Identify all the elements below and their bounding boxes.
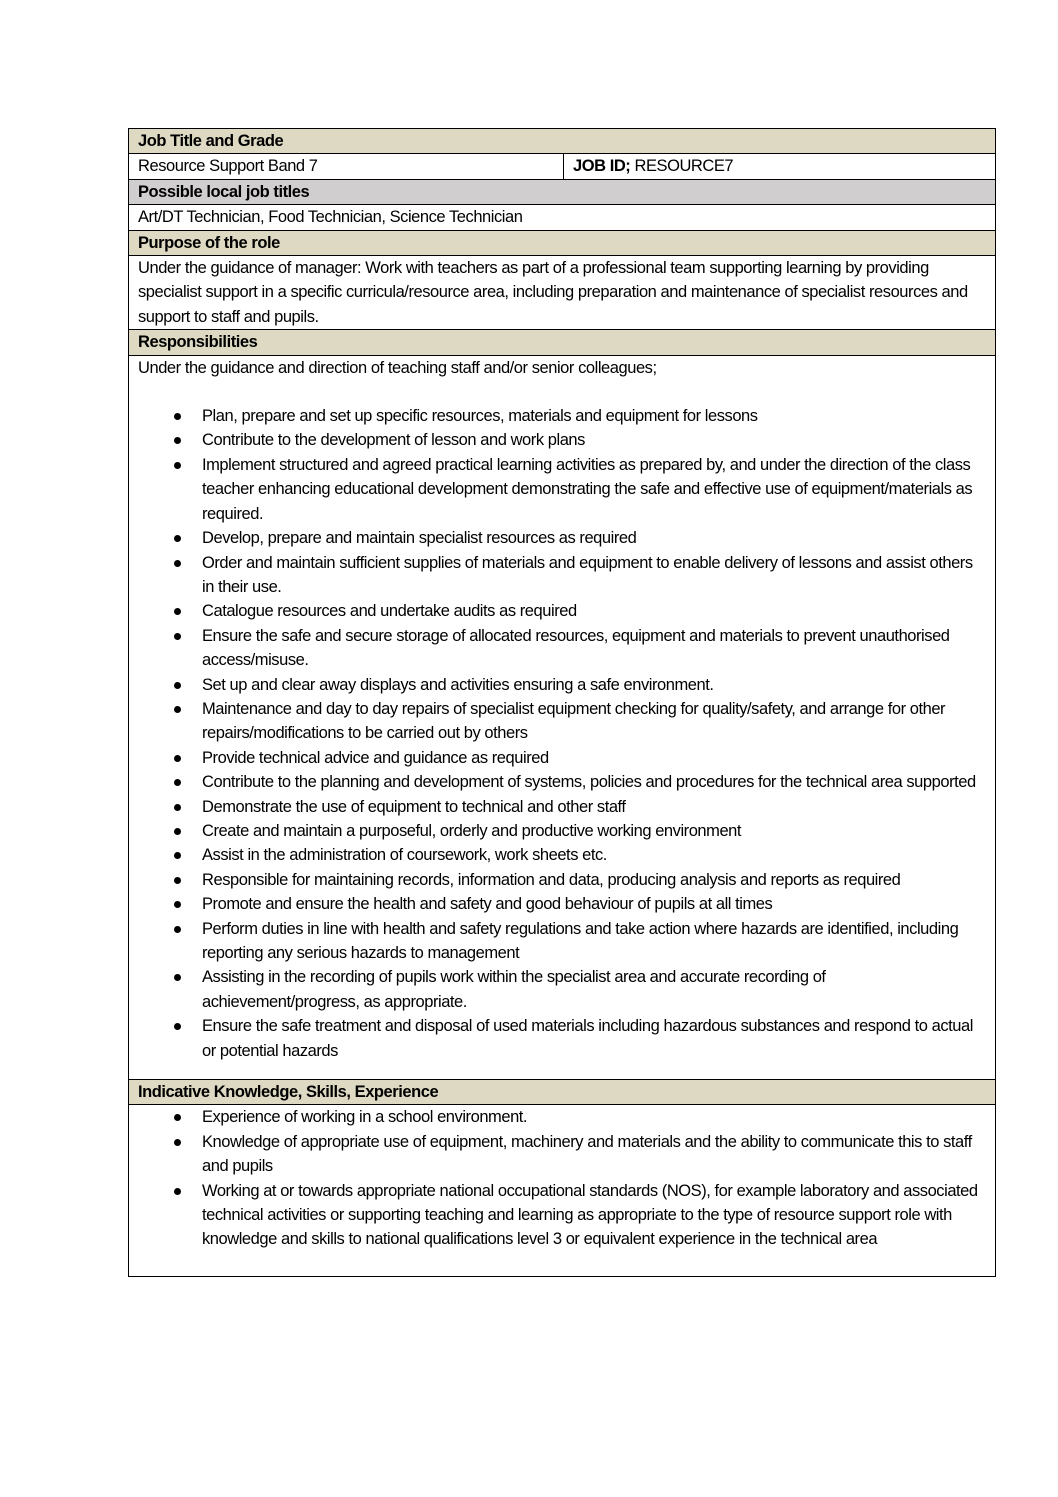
responsibilities-header: Responsibilities <box>129 330 996 355</box>
job-title-header-row <box>129 129 996 154</box>
list-item: Ensure the safe and secure storage of allocated resources, equipment and materials to prevent unauthorised access/misuse. <box>202 624 986 673</box>
list-item: Maintenance and day to day repairs of specialist equipment checking for quality/safety, and arrange for other repairs/modifications to be carried out by others <box>202 697 986 746</box>
list-item: Working at or towards appropriate national occupational standards (NOS), for example laboratory and associated technical activities or supporting teaching and learning as appropriate to the type of resource support role with knowledge and skills to national qualifications level 3 or equivalent experience in the technical area <box>202 1179 986 1252</box>
list-item: Demonstrate the use of equipment to technical and other staff <box>202 795 986 819</box>
list-item: Implement structured and agreed practical learning activities as prepared by, and under the direction of the class teacher enhancing educational development demonstrating the safe and effective use of equipment/materials as required. <box>202 453 986 526</box>
list-item: Develop, prepare and maintain specialist resources as required <box>202 526 986 550</box>
responsibilities-cell <box>129 355 996 1079</box>
list-item: Set up and clear away displays and activities ensuring a safe environment. <box>202 673 986 697</box>
list-item: Order and maintain sufficient supplies of materials and equipment to enable delivery of lessons and assist others in their use. <box>202 551 986 600</box>
list-item: Plan, prepare and set up specific resources, materials and equipment for lessons <box>202 404 986 428</box>
responsibilities-list <box>138 404 986 1063</box>
local-titles-header: Possible local job titles <box>129 179 996 204</box>
local-titles-value: Art/DT Technician, Food Technician, Science Technician <box>129 205 996 230</box>
local-titles-header-row <box>129 179 996 204</box>
job-id-value: RESOURCE7 <box>630 157 734 176</box>
knowledge-cell <box>129 1105 996 1276</box>
list-item: Create and maintain a purposeful, orderly and productive working environment <box>202 819 986 843</box>
list-item: Knowledge of appropriate use of equipment, machinery and materials and the ability to communicate this to staff and pupils <box>202 1130 986 1179</box>
responsibilities-intro: Under the guidance and direction of teaching staff and/or senior colleagues; <box>138 358 657 377</box>
purpose-header: Purpose of the role <box>129 230 996 255</box>
list-item: Catalogue resources and undertake audits as required <box>202 599 986 623</box>
list-item: Contribute to the development of lesson and work plans <box>202 428 986 452</box>
list-item: Perform duties in line with health and safety regulations and take action where hazards are identified, including reporting any serious hazards to management <box>202 917 986 966</box>
responsibilities-header-row <box>129 330 996 355</box>
job-title-header: Job Title and Grade <box>129 129 996 154</box>
knowledge-header: Indicative Knowledge, Skills, Experience <box>129 1080 996 1105</box>
list-item: Experience of working in a school environment. <box>202 1105 986 1129</box>
job-title-value: Resource Support Band 7 <box>129 154 564 179</box>
list-item: Contribute to the planning and development of systems, policies and procedures for the technical area supported <box>202 770 986 794</box>
list-item: Responsible for maintaining records, information and data, producing analysis and reports as required <box>202 868 986 892</box>
job-description-table <box>128 128 996 1277</box>
list-item: Assist in the administration of coursework, work sheets etc. <box>202 843 986 867</box>
list-item: Promote and ensure the health and safety and good behaviour of pupils at all times <box>202 892 986 916</box>
local-titles-row <box>129 205 996 230</box>
responsibilities-row <box>129 355 996 1079</box>
knowledge-row <box>129 1105 996 1276</box>
purpose-row <box>129 256 996 330</box>
list-item: Assisting in the recording of pupils work within the specialist area and accurate recording of achievement/progress, as appropriate. <box>202 965 986 1014</box>
purpose-text: Under the guidance of manager: Work with teachers as part of a professional team supporting learning by providing specialist support in a specific curricula/resource area, including preparation and maintenance of specialist resources and support to staff and pupils. <box>129 256 996 330</box>
list-item: Ensure the safe treatment and disposal of used materials including hazardous substances and respond to actual or potential hazards <box>202 1014 986 1063</box>
job-title-row <box>129 154 996 179</box>
knowledge-header-row <box>129 1080 996 1105</box>
purpose-header-row <box>129 230 996 255</box>
list-item: Provide technical advice and guidance as required <box>202 746 986 770</box>
job-id-label: JOB ID; <box>573 157 631 176</box>
knowledge-list <box>138 1105 986 1251</box>
job-id-cell <box>564 154 996 179</box>
